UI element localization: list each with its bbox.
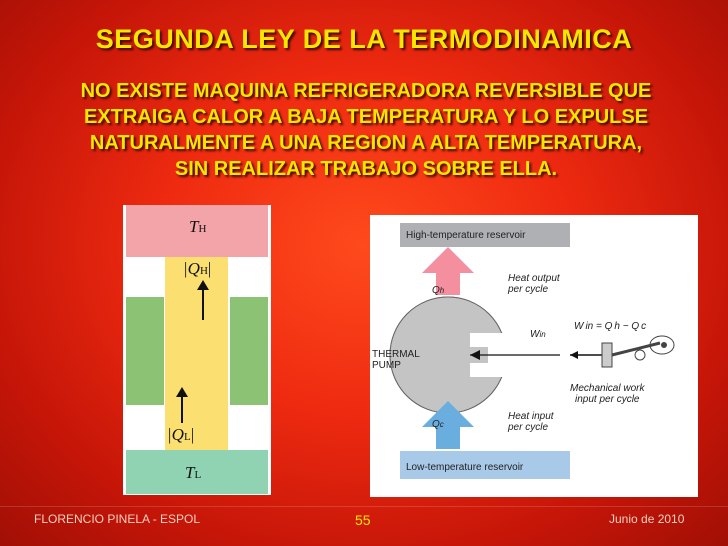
page-number: 55 [355,512,371,528]
slide-title: SEGUNDA LEY DE LA TERMODINAMICA [95,24,633,54]
law-statement [40,78,692,182]
cold-temperature-label: TL [185,463,202,482]
mechanical-work-label: Mechanical work input per cycle [570,383,645,405]
low-reservoir-label: Low-temperature reservoir [406,462,524,473]
footer-author: FLORENCIO PINELA - ESPOL [34,512,201,526]
statement-line: SIN REALIZAR TRABAJO SOBRE ELLA. [174,158,558,180]
heat-output-label: Heat output per cycle [508,273,560,295]
right-wall [230,297,268,405]
heat-out-label: |QH| [183,259,212,278]
heat-in-label: |QL| [167,425,195,444]
qc-label: Qc [432,419,444,430]
win-label: Win [530,329,546,340]
statement-line: EXTRAIGA CALOR A BAJA TEMPERATURA Y LO EXPULSE [83,106,649,128]
piston-icon [570,336,674,367]
footer-divider [0,506,728,507]
work-equation: W in = Q h − Q c [574,321,647,332]
thermal-pump-label: THERMAL PUMP [372,349,420,371]
arrow-up-icon [197,280,209,320]
statement-line: NATURALMENTE A UNA REGION A ALTA TEMPERATURA, [89,132,643,154]
refrigerator-schematic [123,205,271,495]
high-reservoir-label: High-temperature reservoir [406,230,526,241]
left-wall [126,297,164,405]
hot-temperature-label: TH [189,217,207,236]
footer-date: Junio de 2010 [609,512,685,526]
heat-input-label: Heat input per cycle [508,411,554,433]
heat-output-arrow [422,247,474,295]
thermal-pump-diagram [370,215,698,497]
qh-label: Qh [432,285,445,296]
statement-line: NO EXISTE MAQUINA REFRIGERADORA REVERSIBLE QUE [80,80,652,102]
arrow-up-icon [176,387,188,423]
